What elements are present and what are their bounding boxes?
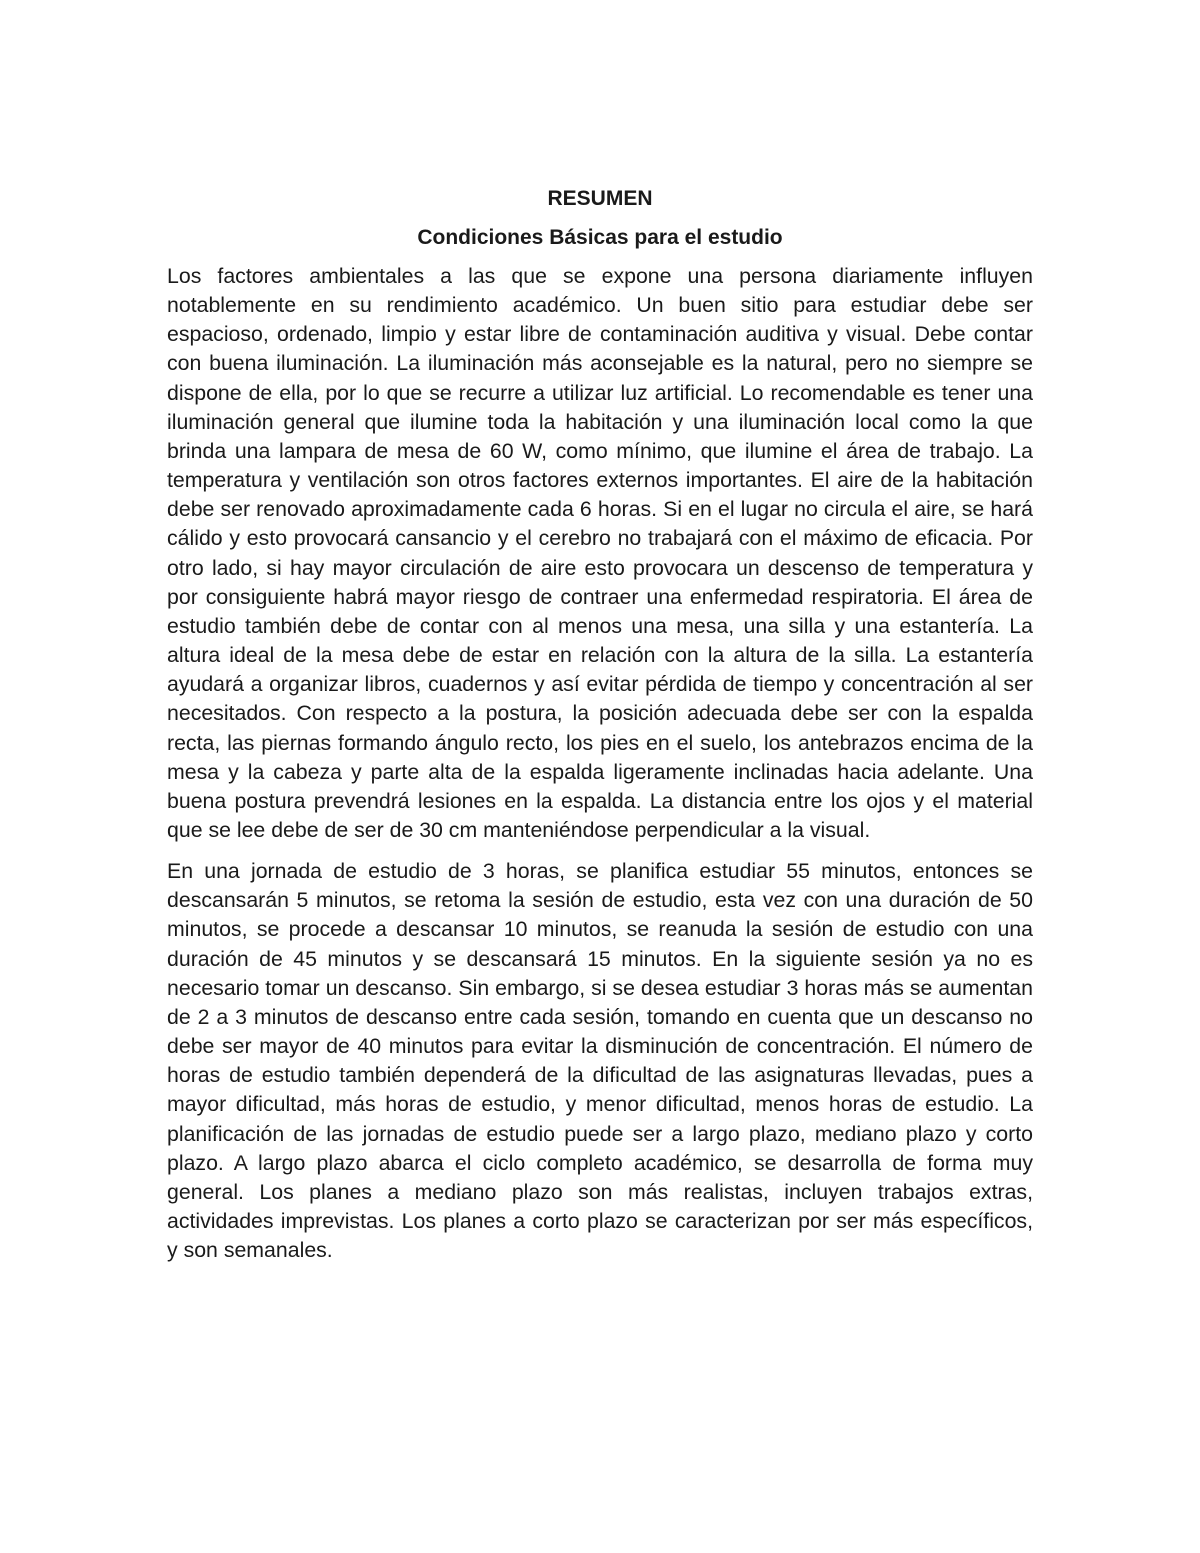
document-title: RESUMEN: [547, 187, 653, 210]
body-paragraph-2: En una jornada de estudio de 3 horas, se planifica estudiar 55 minutos, entonces se descansarán 5 minutos, se retoma la sesión de estudio, esta vez con una duración de 50 minutos, se procede a descansar 10 minutos, se reanuda la sesión de estudio con una duración de 45 minutos y se descansará 15 minutos. En la siguiente sesión ya no es necesario tomar un descanso. Sin embargo, si se desea estudiar 3 horas más se aumentan de 2 a 3 minutos de descanso entre cada sesión, tomando en cuenta que un descanso no debe ser mayor de 40 minutos para evitar la disminución de concentración. El número de horas de estudio también dependerá de la dificultad de las asignaturas llevadas, pues a mayor dificultad, más horas de estudio, y menor dificultad, menos horas de estudio. La planificación de las jornadas de estudio puede ser a largo plazo, mediano plazo y corto plazo. A largo plazo abarca el ciclo completo académico, se desarrolla de forma muy general. Los planes a mediano plazo son más realistas, incluyen trabajos extras, actividades imprevistas. Los planes a corto plazo se caracterizan por ser más específicos, y son semanales.: [167, 859, 1033, 1263]
document-page: [167, 184, 1033, 1277]
body-paragraph-1: Los factores ambientales a las que se expone una persona diariamente influyen notablemente en su rendimiento académico. Un buen sitio para estudiar debe ser espacioso, ordenado, limpio y estar libre de contaminación auditiva y visual. Debe contar con buena iluminación. La iluminación más aconsejable es la natural, pero no siempre se dispone de ella, por lo que se recurre a utilizar luz artificial. Lo recomendable es tener una iluminación general que ilumine toda la habitación y una iluminación local como la que brinda una lampara de mesa de 60 W, como mínimo, que ilumine el área de trabajo. La temperatura y ventilación son otros factores externos importantes. El aire de la habitación debe ser renovado aproximadamente cada 6 horas. Si en el lugar no circula el aire, se hará cálido y esto provocará cansancio y el cerebro no trabajará con el máximo de eficacia. Por otro lado, si hay mayor circulación de aire esto provocara un descenso de temperatura y por consiguiente habrá mayor riesgo de contraer una enfermedad respiratoria. El área de estudio también debe de contar con al menos una mesa, una silla y una estantería. La altura ideal de la mesa debe de estar en relación con la altura de la silla. La estantería ayudará a organizar libros, cuadernos y así evitar pérdida de tiempo y concentración al ser necesitados. Con respecto a la postura, la posición adecuada debe ser con la espalda recta, las piernas formando ángulo recto, los pies en el suelo, los antebrazos encima de la mesa y la cabeza y parte alta de la espalda ligeramente inclinadas hacia adelante. Una buena postura prevendrá lesiones en la espalda. La distancia entre los ojos y el material que se lee debe de ser de 30 cm manteniéndose perpendicular a la visual.: [167, 264, 1033, 842]
document-subtitle: Condiciones Básicas para el estudio: [417, 226, 783, 249]
